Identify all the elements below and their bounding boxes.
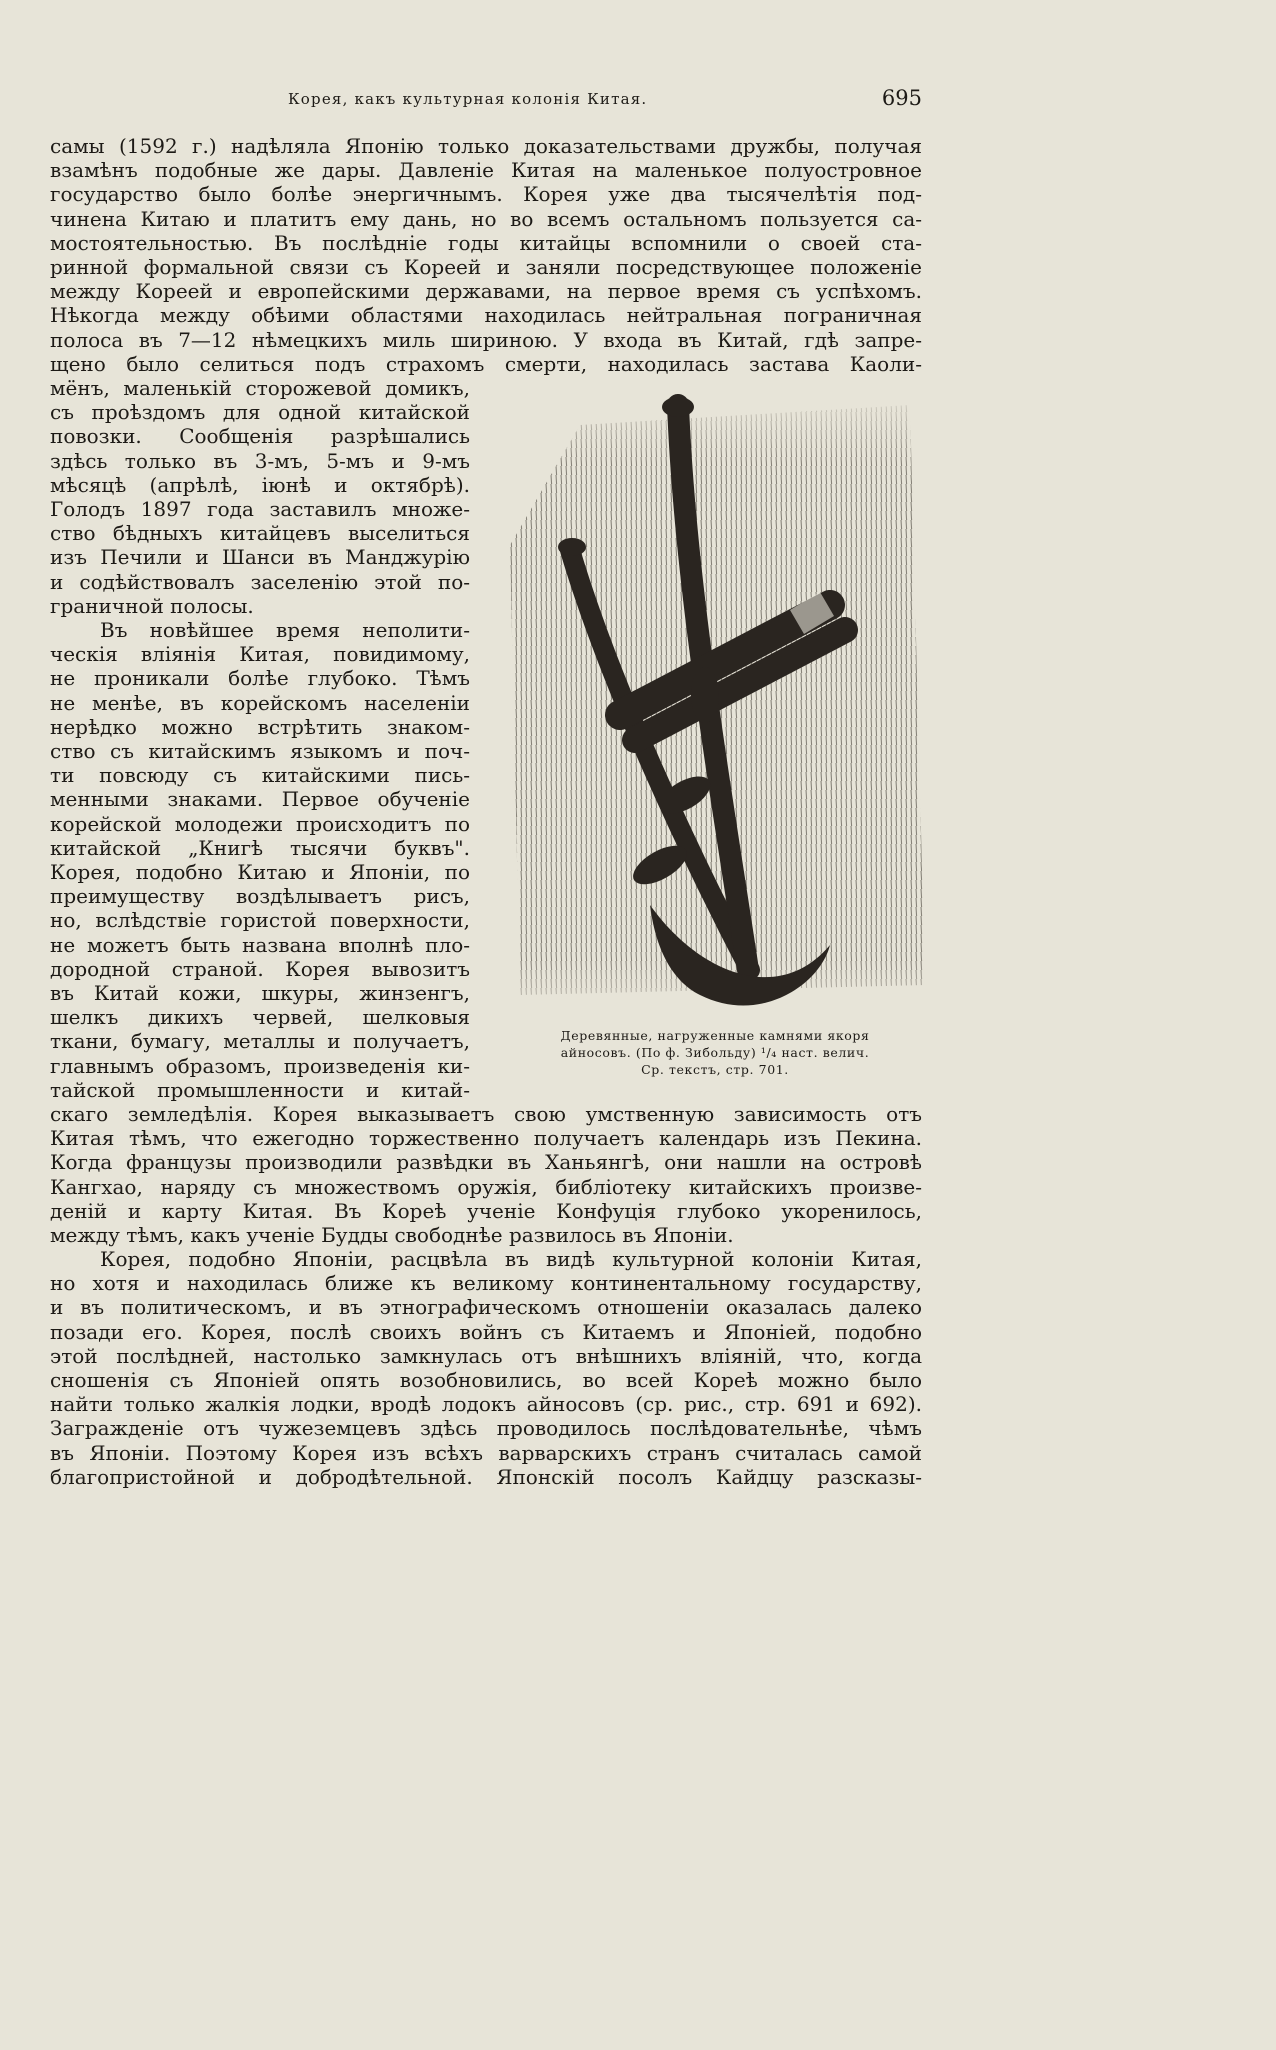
text-line: менными знаками. Первое обученіе: [50, 787, 470, 812]
anchor-engraving: [500, 385, 930, 1025]
text-line: но хотя и находилась ближе къ великому континентальному государству,: [50, 1271, 922, 1296]
text-line: между Кореей и европейскими державами, на первое время съ успѣхомъ.: [50, 279, 922, 304]
paragraph-1-full-width: [50, 134, 922, 376]
text-line: благопристойной и добродѣтельной. Японскій посолъ Кайдцу разсказы-: [50, 1464, 922, 1489]
text-line: повозки. Сообщенія разрѣшались: [50, 424, 470, 449]
text-line: и въ политическомъ, и въ этнографическомъ отношеніи оказалась далеко: [50, 1295, 922, 1320]
text-line: не проникали болѣе глубоко. Тѣмъ: [50, 666, 470, 691]
text-line: деній и карту Китая. Въ Кореѣ ученіе Конфуція глубоко укоренилось,: [50, 1198, 922, 1223]
text-line: мѣсяцѣ (апрѣлѣ, іюнѣ и октябрѣ).: [50, 472, 470, 497]
text-line: полоса въ 7—12 нѣмецкихъ миль шириною. У входа въ Китай, гдѣ запре-: [50, 327, 922, 352]
paragraph-3: [50, 1247, 922, 1489]
text-line: ческія вліянія Китая, повидимому,: [50, 642, 470, 667]
paragraph-2-full-width: [50, 1102, 922, 1247]
text-line: и содѣйствовалъ заселенію этой по-: [50, 569, 470, 594]
text-line: этой послѣдней, настолько замкнулась отъ внѣшнихъ вліяній, что, когда: [50, 1343, 922, 1368]
caption-line: Ср. текстъ, стр. 701.: [641, 1062, 789, 1077]
text-line: Китая тѣмъ, что ежегодно торжественно получаетъ календарь изъ Пекина.: [50, 1126, 922, 1151]
text-line: самы (1592 г.) надѣляла Японію только доказательствами дружбы, получая: [50, 134, 922, 158]
text-line: позади его. Корея, послѣ своихъ войнъ съ Китаемъ и Японіей, подобно: [50, 1319, 922, 1344]
text-line: Когда французы производили развѣдки въ Ханьянгѣ, они нашли на островѣ: [50, 1150, 922, 1175]
text-line: взамѣнъ подобные же дары. Давленіе Китая на маленькое полуостровное: [50, 158, 922, 183]
paragraph-1-narrow-column: [50, 376, 470, 618]
text-line: дородной страной. Корея вывозитъ: [50, 956, 470, 981]
text-line: чинена Китаю и платитъ ему дань, но во всемъ остальномъ пользуется са-: [50, 206, 922, 231]
text-line: Кангхао, наряду съ множествомъ оружія, библіотеку китайскихъ произве-: [50, 1174, 922, 1199]
text-line: нерѣдко можно встрѣтить знаком-: [50, 714, 470, 739]
text-line: шелкъ дикихъ червей, шелковыя: [50, 1005, 470, 1030]
text-line: здѣсь только въ 3-мъ, 5-мъ и 9-мъ: [50, 448, 470, 473]
text-line: Въ новѣйшее время неполити-: [100, 618, 470, 642]
text-line: между тѣмъ, какъ ученіе Будды свободнѣе развилось въ Японіи.: [50, 1223, 734, 1248]
text-line: государство было болѣе энергичнымъ. Корея уже два тысячелѣтія под-: [50, 182, 922, 207]
text-line: граничной полосы.: [50, 593, 254, 618]
text-line: ткани, бумагу, металлы и получаетъ,: [50, 1029, 470, 1054]
running-title: Корея, какъ культурная колонія Китая.: [288, 90, 648, 108]
text-line: сношенія съ Японіей опять возобновились, во всей Кореѣ можно было: [50, 1368, 922, 1393]
text-line: Голодъ 1897 года заставилъ множе-: [50, 497, 470, 522]
text-line: китайской „Книгѣ тысячи буквъ".: [50, 835, 470, 860]
text-line: Нѣкогда между обѣими областями находилась нейтральная пограничная: [50, 303, 922, 328]
text-line: съ проѣздомъ для одной китайской: [50, 400, 470, 425]
text-line: мёнъ, маленькій сторожевой домикъ,: [50, 376, 470, 400]
anchor-figure: [500, 385, 930, 1080]
text-line: главнымъ образомъ, произведенія ки-: [50, 1053, 470, 1078]
text-line: Корея, подобно Японіи, расцвѣла въ видѣ культурной колоніи Китая,: [100, 1247, 922, 1271]
text-line: ринной формальной связи съ Кореей и заняли посредствующее положеніе: [50, 255, 922, 280]
text-line: изъ Печили и Шанси въ Манджурію: [50, 545, 470, 570]
paragraph-2-narrow-column: [50, 618, 470, 1102]
text-line: Корея, подобно Китаю и Японіи, по: [50, 860, 470, 885]
caption-line: айносовъ. (По ф. Зибольду) ¹/₄ наст. велич.: [560, 1045, 870, 1060]
text-line: въ Японіи. Поэтому Корея изъ всѣхъ варварскихъ странъ считалась самой: [50, 1440, 922, 1465]
text-line: корейской молодежи происходитъ по: [50, 811, 470, 836]
text-line: преимуществу воздѣлываетъ рисъ,: [50, 884, 470, 909]
text-line: не можетъ быть названа вполнѣ пло-: [50, 932, 470, 957]
text-line: мостоятельностью. Въ послѣдніе годы китайцы вспомнили о своей ста-: [50, 230, 922, 255]
caption-line: Деревянные, нагруженные камнями якоря: [560, 1028, 870, 1043]
text-line: тайской промышленности и китай-: [50, 1077, 470, 1102]
text-line: щено было селиться подъ страхомъ смерти, находилась застава Каоли-: [50, 351, 922, 376]
text-line: найти только жалкія лодки, вродѣ лодокъ айносовъ (ср. рис., стр. 691 и 692).: [50, 1392, 922, 1417]
text-line: скаго земледѣлія. Корея выказываетъ свою умственную зависимость отъ: [50, 1102, 922, 1126]
text-line: ство съ китайскимъ языкомъ и поч-: [50, 739, 470, 764]
text-line: въ Китай кожи, шкуры, жинзенгъ,: [50, 981, 470, 1006]
text-line: Загражденіе отъ чужеземцевъ здѣсь проводилось послѣдовательнѣе, чѣмъ: [50, 1416, 922, 1441]
text-line: ти повсюду съ китайскими пись-: [50, 763, 470, 788]
text-line: ство бѣдныхъ китайцевъ выселиться: [50, 521, 470, 546]
text-line: не менѣе, въ корейскомъ населеніи: [50, 690, 470, 715]
page-number: 695: [881, 86, 922, 110]
running-header: [50, 86, 922, 116]
text-line: но, вслѣдствіе гористой поверхности,: [50, 908, 470, 933]
figure-caption: [500, 1027, 930, 1078]
